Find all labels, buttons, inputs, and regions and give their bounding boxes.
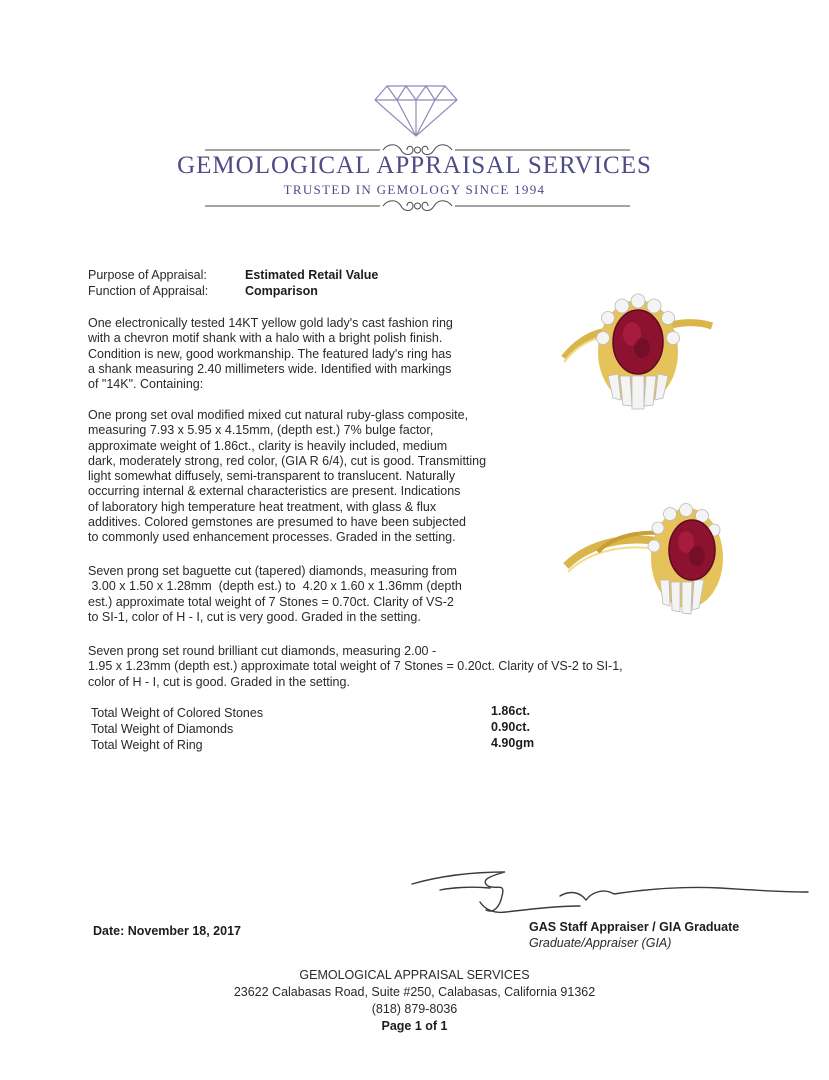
footer-company: GEMOLOGICAL APPRAISAL SERVICES xyxy=(299,968,530,982)
page-number: Page 1 of 1 xyxy=(381,1019,448,1033)
text-line: Seven prong set round brilliant cut diamonds, measuring 2.00 - xyxy=(88,644,437,658)
text-line: to SI-1, color of H - I, cut is very good. Graded in the setting. xyxy=(88,609,421,624)
text-line: of laboratory high temperature heat treatment, with glass & flux xyxy=(88,499,437,514)
text-line: with a chevron motif shank with a halo with a bright polish finish. xyxy=(88,331,443,346)
text-line: 3.00 x 1.50 x 1.28mm (depth est.) to 4.20 x 1.60 x 1.36mm (depth xyxy=(88,579,462,594)
purpose-value: Estimated Retail Value xyxy=(245,268,379,282)
text-line: 1.95 x 1.23mm (depth est.) approximate total weight of 7 Stones = 0.20ct. Clarity of VS-2 to SI-1, xyxy=(88,659,623,674)
text-line: One prong set oval modified mixed cut natural ruby-glass composite, xyxy=(88,408,469,422)
text-line: a shank measuring 2.40 millimeters wide. Identified with markings xyxy=(88,361,452,376)
text-line: measuring 7.93 x 5.95 x 4.15mm, (depth est.) 7% bulge factor, xyxy=(88,423,434,438)
total-diamonds-value: 0.90ct. xyxy=(491,720,530,734)
text-line: Condition is new, good workmanship. The featured lady's ring has xyxy=(88,346,452,361)
text-line: occurring internal & external characteristics are present. Indications xyxy=(88,484,461,499)
ornament-divider-bottom xyxy=(205,197,630,215)
text-line: light somewhat diffusely, semi-transparent to translucent. Naturally xyxy=(88,469,456,484)
function-label: Function of Appraisal: xyxy=(88,284,209,298)
text-line: One electronically tested 14KT yellow gold lady's cast fashion ring xyxy=(88,316,453,330)
function-value: Comparison xyxy=(245,284,318,298)
company-tagline: TRUSTED IN GEMOLOGY SINCE 1994 xyxy=(283,182,546,197)
ring-front-view-image xyxy=(558,288,718,413)
text-line: of "14K". Containing: xyxy=(88,377,204,392)
text-line: approximate weight of 1.86ct., clarity is heavily included, medium xyxy=(88,438,448,453)
ruby-description xyxy=(88,408,548,546)
total-ring-weight-value: 4.90gm xyxy=(491,736,535,750)
appraisal-date: Date: November 18, 2017 xyxy=(93,924,241,938)
appraiser-subtitle: Graduate/Appraiser (GIA) xyxy=(529,936,672,950)
text-line: dark, moderately strong, red color, (GIA R 6/4), cut is good. Transmitting xyxy=(88,453,487,468)
text-line: color of H - I, cut is good. Graded in the setting. xyxy=(88,674,350,689)
round-description xyxy=(88,644,728,690)
company-name: GEMOLOGICAL APPRAISAL SERVICES xyxy=(177,152,652,179)
total-colored-stones-label: Total Weight of Colored Stones xyxy=(91,706,264,720)
total-ring-weight-label: Total Weight of Ring xyxy=(91,738,203,752)
appraiser-signature xyxy=(410,862,810,924)
ring-description xyxy=(88,316,528,392)
text-line: to commonly used enhancement processes. Graded in the setting. xyxy=(88,530,456,545)
diamond-logo-icon xyxy=(373,82,459,138)
total-diamonds-label: Total Weight of Diamonds xyxy=(91,722,234,736)
footer-phone: (818) 879-8036 xyxy=(371,1002,458,1016)
footer-address: 23622 Calabasas Road, Suite #250, Calabasas, California 91362 xyxy=(233,985,596,999)
total-colored-stones-value: 1.86ct. xyxy=(491,704,530,718)
text-line: additives. Colored gemstones are presumed to have been subjected xyxy=(88,515,467,530)
text-line: Seven prong set baguette cut (tapered) diamonds, measuring from xyxy=(88,564,457,578)
baguette-description xyxy=(88,564,528,625)
text-line: est.) approximate total weight of 7 Stones = 0.70ct. Clarity of VS-2 xyxy=(88,594,454,609)
appraiser-title: GAS Staff Appraiser / GIA Graduate xyxy=(529,920,740,934)
purpose-label: Purpose of Appraisal: xyxy=(88,268,207,282)
ring-side-view-image xyxy=(562,500,732,620)
